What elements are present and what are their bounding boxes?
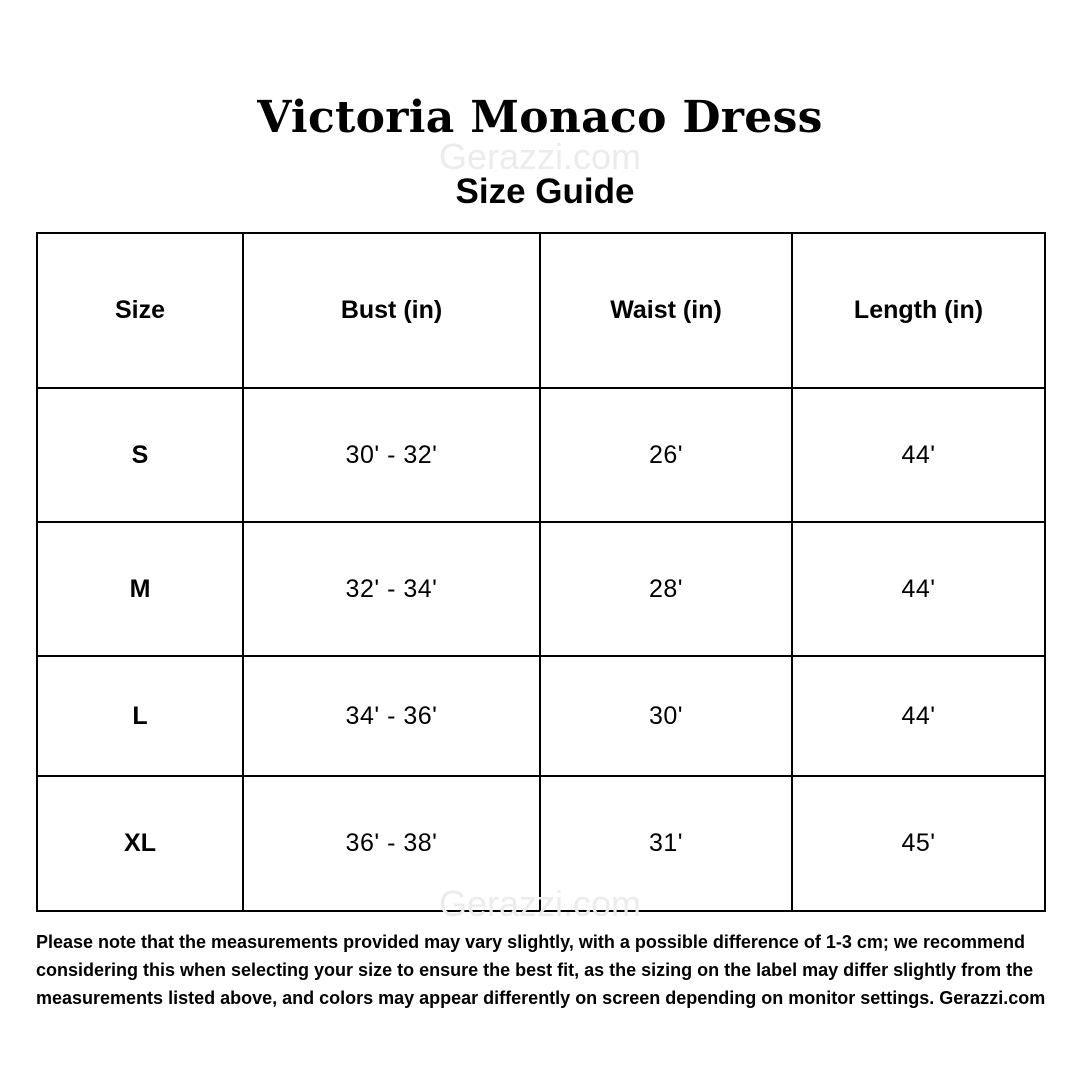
waist-cell: 26' bbox=[540, 388, 792, 522]
size-cell: M bbox=[37, 522, 243, 656]
bust-cell: 34' - 36' bbox=[243, 656, 540, 776]
table-row bbox=[37, 388, 1045, 522]
watermark-top: Gerazzi.com bbox=[438, 136, 642, 177]
bust-cell: 32' - 34' bbox=[243, 522, 540, 656]
waist-cell: 30' bbox=[540, 656, 792, 776]
waist-cell: 31' bbox=[540, 776, 792, 911]
table-row bbox=[37, 656, 1045, 776]
waist-cell: 28' bbox=[540, 522, 792, 656]
table-header-row bbox=[37, 233, 1045, 388]
length-cell: 44' bbox=[792, 388, 1045, 522]
table-row bbox=[37, 776, 1045, 911]
header-waist: Waist (in) bbox=[540, 233, 792, 388]
page-subtitle: Size Guide bbox=[455, 172, 635, 211]
size-cell: L bbox=[37, 656, 243, 776]
watermark-bottom: Gerazzi.com bbox=[438, 883, 642, 924]
measurement-disclaimer: Please note that the measurements provided may vary slightly, with a possible difference of 1-3 cm; we recommend considering this when selecting your size to ensure the best fit, as the sizing on the label may differ slightly from the measurements listed above, and colors may appear differently on screen depending on monitor settings. Gerazzi.com bbox=[36, 932, 1046, 1008]
page-title: Victoria Monaco Dress bbox=[257, 92, 823, 143]
table-row bbox=[37, 522, 1045, 656]
length-cell: 45' bbox=[792, 776, 1045, 911]
header-bust: Bust (in) bbox=[243, 233, 540, 388]
length-cell: 44' bbox=[792, 522, 1045, 656]
header-size: Size bbox=[37, 233, 243, 388]
size-cell: S bbox=[37, 388, 243, 522]
length-cell: 44' bbox=[792, 656, 1045, 776]
size-guide-table bbox=[36, 232, 1046, 912]
bust-cell: 36' - 38' bbox=[243, 776, 540, 911]
bust-cell: 30' - 32' bbox=[243, 388, 540, 522]
size-cell: XL bbox=[37, 776, 243, 911]
header-length: Length (in) bbox=[792, 233, 1045, 388]
